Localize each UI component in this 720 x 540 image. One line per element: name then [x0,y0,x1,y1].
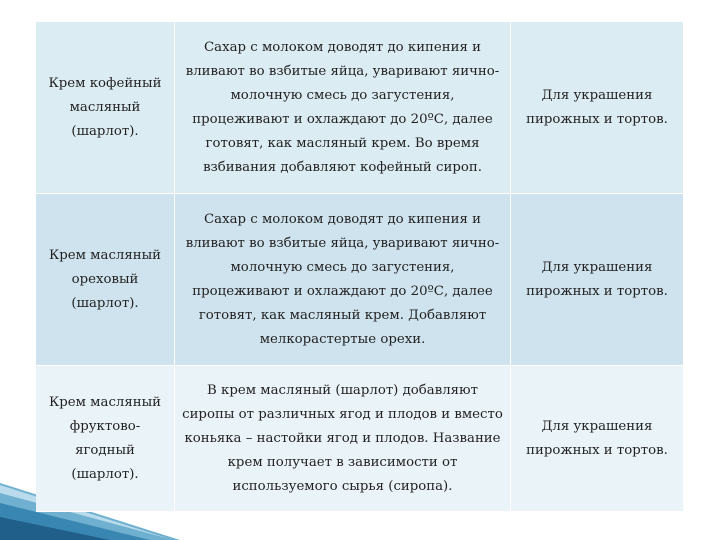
row-2-usage: Для украшения пирожных и тортов. [511,194,684,366]
row-3-usage: Для украшения пирожных и тортов. [511,366,684,512]
row-1-description: Сахар с молоком доводят до кипения и вливают во взбитые яйца, уваривают яично-молочную смесь до загустения, процеживают и охлаждают до 20ºС, далее готовят, как масляный крем. Во время взбивания добавляют кофейный сироп. [175,22,511,194]
row-3-description: В крем масляный (шарлот) добавляют сиропы от различных ягод и плодов и вместо коньяка – настойки ягод и плодов. Название крем получает в зависимости от используемого сырья (сиропа). [175,366,511,512]
recipe-table [36,22,684,512]
row-3-name: Крем масляный фруктово-ягодный (шарлот). [36,366,175,512]
row-2-description: Сахар с молоком доводят до кипения и вливают во взбитые яйца, уваривают яично-молочную смесь до загустения, процеживают и охлаждают до 20ºС, далее готовят, как масляный крем. Добавляют мелкорастертые орехи. [175,194,511,366]
row-2-name: Крем масляный ореховый (шарлот). [36,194,175,366]
row-1-usage: Для украшения пирожных и тортов. [511,22,684,194]
row-1-name: Крем кофейный масляный (шарлот). [36,22,175,194]
